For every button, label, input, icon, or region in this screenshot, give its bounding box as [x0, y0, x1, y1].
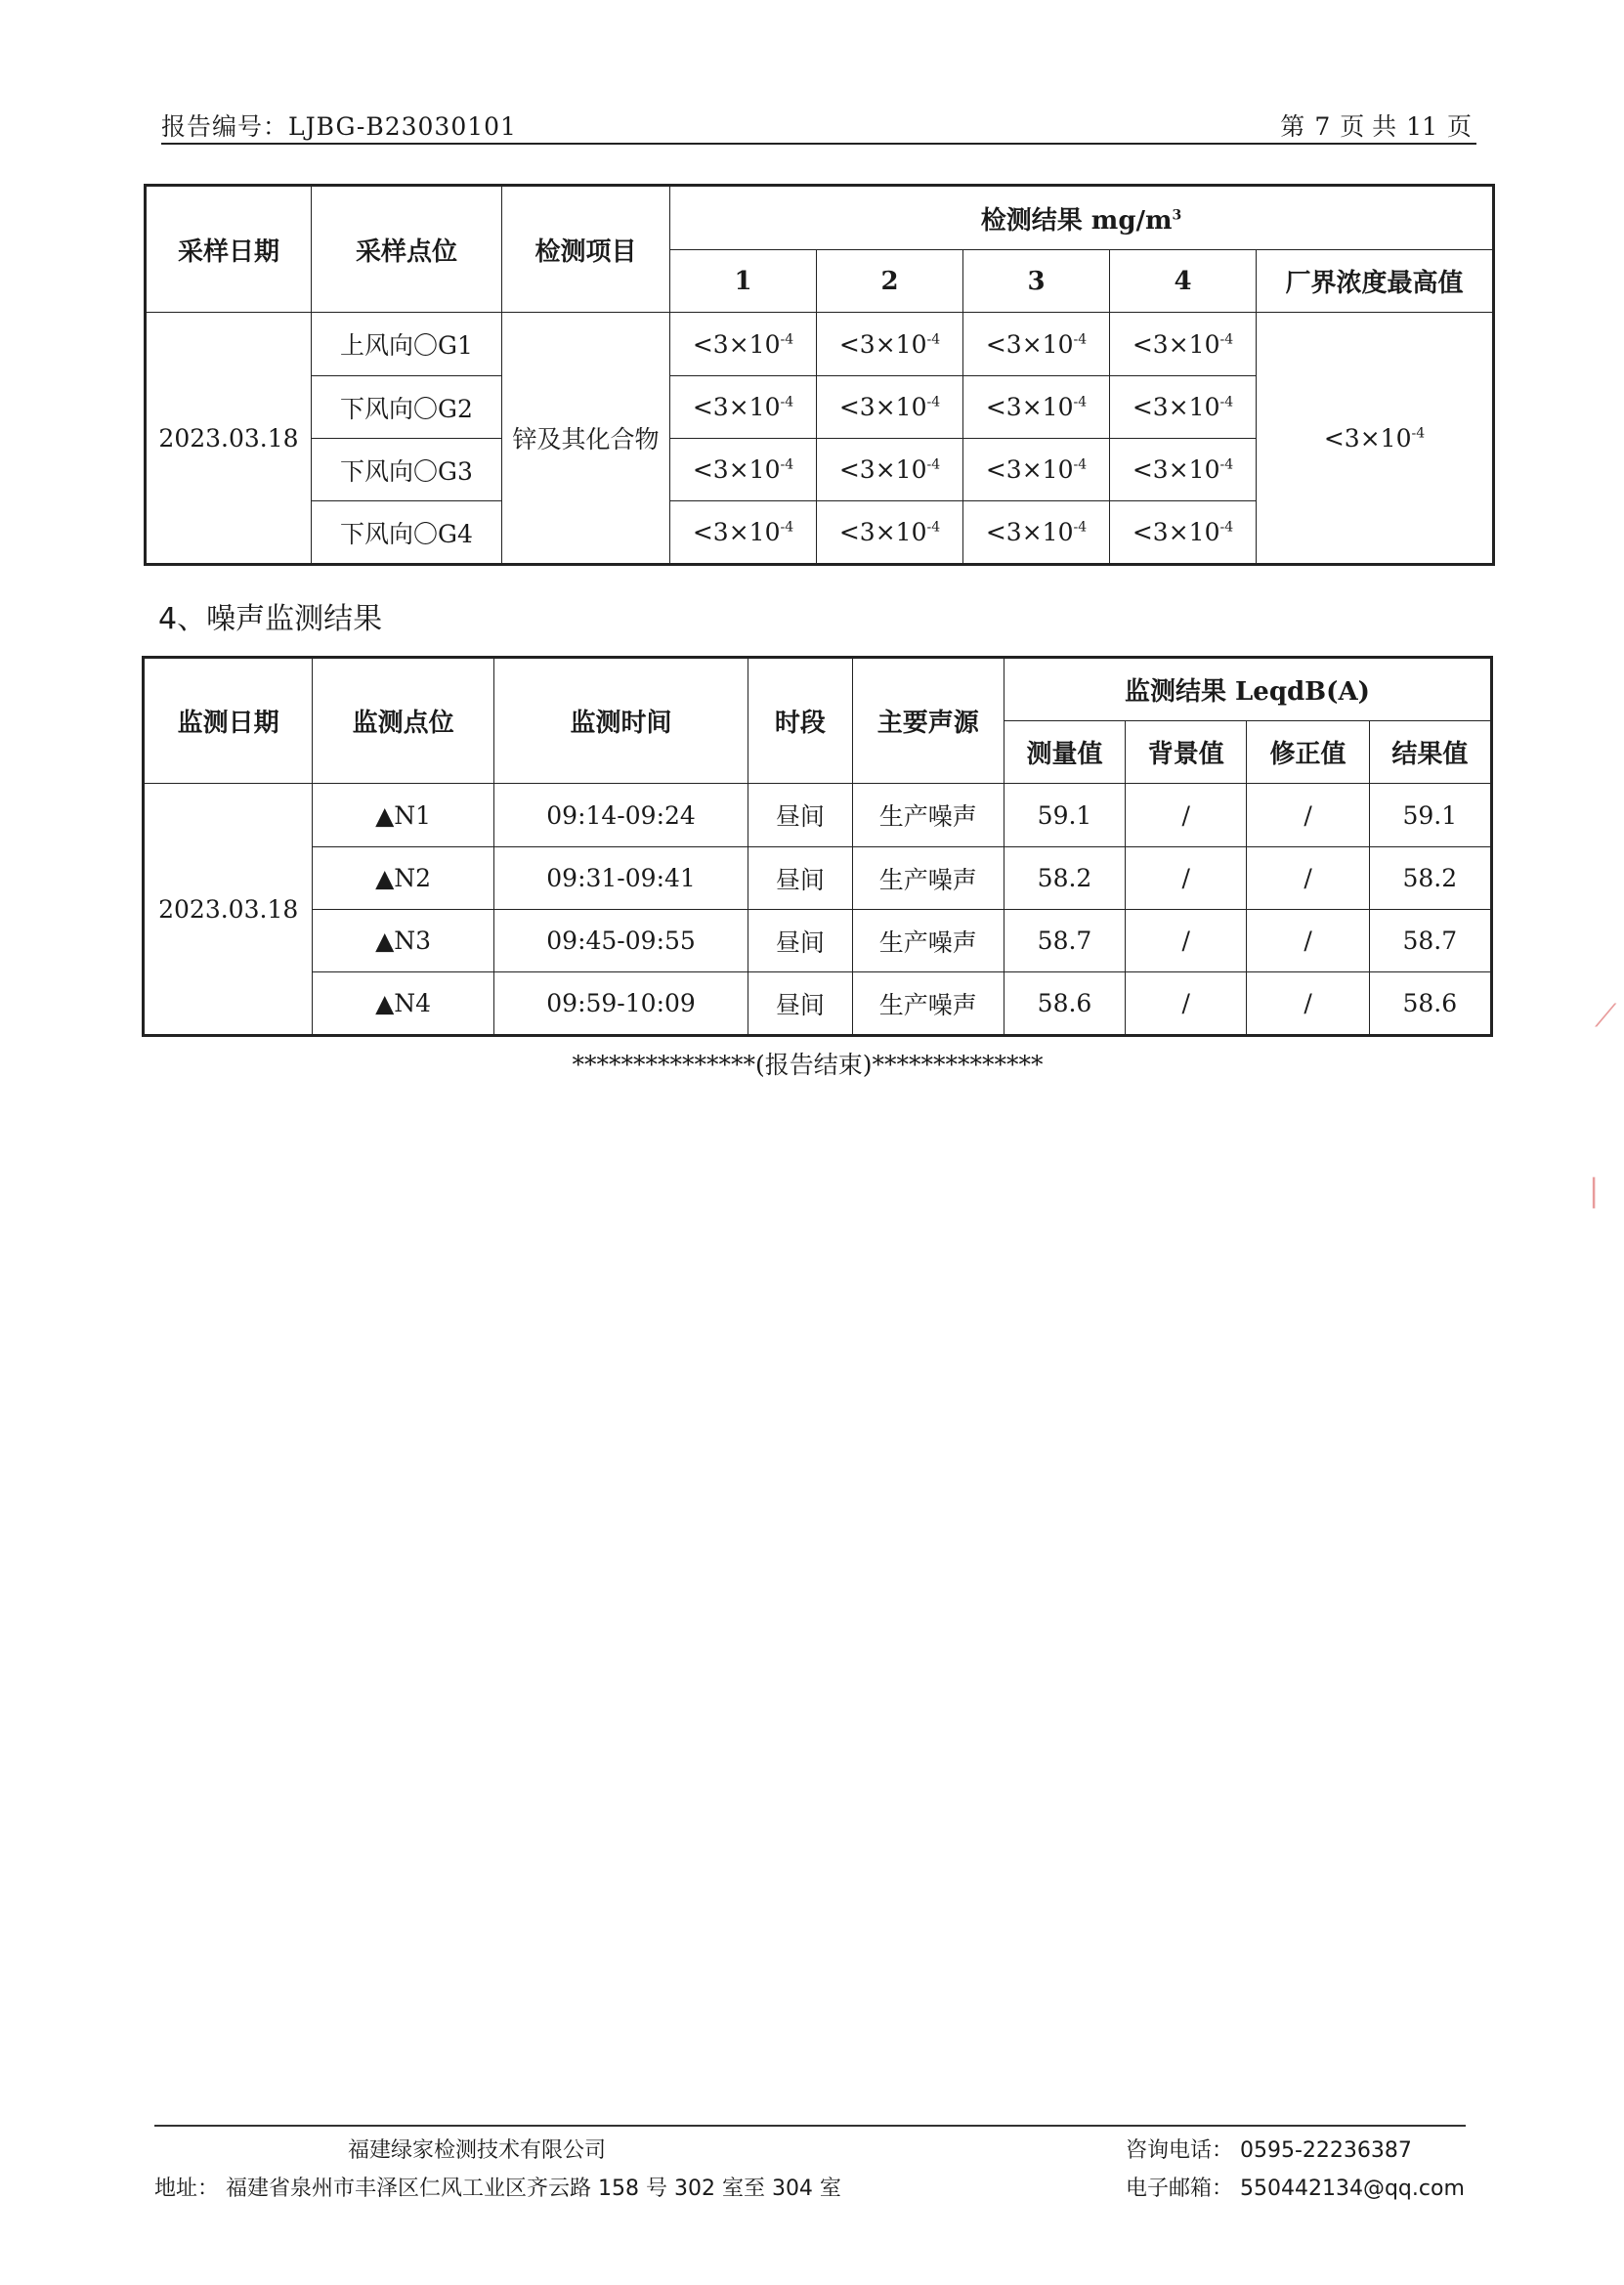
monitor-point: ▲N1 [313, 784, 493, 847]
header-monitor-date: 监测日期 [144, 658, 313, 784]
value-base: <3×10 [692, 393, 781, 421]
footer-divider [154, 2125, 1466, 2127]
monitor-point: ▲N2 [313, 847, 493, 910]
monitor-time: 09:31-09:41 [493, 847, 748, 910]
header-corrected: 修正值 [1247, 721, 1369, 784]
value-base: <3×10 [985, 329, 1074, 359]
measured-value: 58.2 [1004, 847, 1125, 910]
value-exp: -4 [926, 519, 941, 536]
report-end-marker: ***************(报告结束)************** [572, 1051, 1044, 1079]
header-result: 结果值 [1369, 721, 1491, 784]
result-value [670, 376, 817, 439]
value-base: <3×10 [692, 518, 781, 546]
main-source: 生产噪声 [852, 972, 1004, 1036]
period: 昼间 [748, 910, 852, 972]
sample-point: 下风向〇G3 [312, 439, 502, 501]
value-exp: -4 [1411, 425, 1426, 442]
header-measured: 测量值 [1004, 721, 1125, 784]
result-value [817, 376, 963, 439]
header-sample-point: 采样点位 [312, 186, 502, 313]
value-exp: -4 [1073, 519, 1088, 536]
page-mid: 页 共 [1340, 112, 1397, 141]
page-header [161, 108, 1476, 145]
value-exp: -4 [780, 456, 794, 473]
header-monitor-point: 监测点位 [313, 658, 493, 784]
header-period: 时段 [748, 658, 852, 784]
corrected-value: / [1247, 847, 1369, 910]
sample-point: 下风向〇G2 [312, 376, 502, 439]
table-row [144, 847, 1492, 910]
monitor-date: 2023.03.18 [144, 784, 313, 1036]
value-base: <3×10 [692, 329, 781, 359]
value-base: <3×10 [985, 393, 1074, 421]
sample-date: 2023.03.18 [146, 313, 312, 565]
value-exp: -4 [1073, 331, 1088, 348]
value-exp: -4 [780, 519, 794, 536]
noise-results-table [142, 656, 1493, 1037]
header-max-concentration: 厂界浓度最高值 [1257, 250, 1494, 313]
value-exp: -4 [1219, 394, 1234, 410]
sample-point: 下风向〇G4 [312, 501, 502, 565]
period: 昼间 [748, 847, 852, 910]
value-exp: -4 [926, 394, 941, 410]
table-row [144, 972, 1492, 1036]
footer-address: 地址： 福建省泉州市丰泽区仁风工业区齐云路 158 号 302 室至 304 室 [154, 2177, 841, 2201]
value-base: <3×10 [985, 455, 1074, 484]
header-noise-result-group: 监测结果 LeqdB(A) [1004, 658, 1491, 721]
report-number: 报告编号：LJBG-B23030101 [161, 112, 517, 141]
measured-value: 59.1 [1004, 784, 1125, 847]
corrected-value: / [1247, 910, 1369, 972]
test-item: 锌及其化合物 [502, 313, 670, 565]
header-col-2: 2 [817, 250, 963, 313]
main-source: 生产噪声 [852, 910, 1004, 972]
value-base: <3×10 [1132, 329, 1220, 359]
page-current: 7 [1314, 112, 1331, 141]
monitor-time: 09:59-10:09 [493, 972, 748, 1036]
sample-point: 上风向〇G1 [312, 313, 502, 376]
header-col-4: 4 [1110, 250, 1257, 313]
header-main-source: 主要声源 [852, 658, 1004, 784]
page-suffix: 页 [1446, 112, 1472, 141]
result-value [1110, 501, 1257, 565]
result-value [670, 439, 817, 501]
value-exp: -4 [1219, 519, 1234, 536]
monitor-time: 09:45-09:55 [493, 910, 748, 972]
period: 昼间 [748, 784, 852, 847]
page-prefix: 第 [1280, 112, 1305, 141]
value-exp: -4 [1073, 394, 1088, 410]
value-base: <3×10 [692, 455, 781, 484]
main-source: 生产噪声 [852, 847, 1004, 910]
result-value [963, 501, 1110, 565]
value-exp: -4 [1219, 331, 1234, 348]
value-exp: -4 [780, 331, 794, 348]
table-row [144, 784, 1492, 847]
period: 昼间 [748, 972, 852, 1036]
value-exp: -4 [926, 456, 941, 473]
value-exp: -4 [1073, 456, 1088, 473]
value-base: <3×10 [838, 393, 927, 421]
header-monitor-time: 监测时间 [493, 658, 748, 784]
footer-company: 福建绿家检测技术有限公司 [348, 2138, 607, 2163]
value-base: <3×10 [985, 518, 1074, 546]
value-exp: -4 [1219, 456, 1234, 473]
result-value [1110, 376, 1257, 439]
result-value: 58.2 [1369, 847, 1491, 910]
seal-fragment-mark: ⎸ [1593, 1173, 1624, 1210]
value-base: <3×10 [1323, 423, 1412, 453]
header-test-item: 检测项目 [502, 186, 670, 313]
result-value [817, 439, 963, 501]
page-number [1275, 108, 1476, 143]
footer-email: 电子邮箱： 550442134@qq.com [1126, 2177, 1465, 2201]
monitor-point: ▲N4 [313, 972, 493, 1036]
header-col-3: 3 [963, 250, 1110, 313]
value-base: <3×10 [838, 455, 927, 484]
background-value: / [1126, 784, 1247, 847]
page-total: 11 [1406, 112, 1437, 141]
section-title-noise: 4、噪声监测结果 [158, 602, 383, 636]
result-value: 58.6 [1369, 972, 1491, 1036]
measured-value: 58.6 [1004, 972, 1125, 1036]
table-row [146, 313, 1494, 376]
header-background: 背景值 [1126, 721, 1247, 784]
monitor-point: ▲N3 [313, 910, 493, 972]
result-value: 59.1 [1369, 784, 1491, 847]
value-base: <3×10 [1132, 393, 1220, 421]
background-value: / [1126, 972, 1247, 1036]
result-value [817, 501, 963, 565]
header-col-1: 1 [670, 250, 817, 313]
value-base: <3×10 [838, 329, 927, 359]
background-value: / [1126, 847, 1247, 910]
result-value [963, 439, 1110, 501]
footer-phone: 咨询电话： 0595-22236387 [1126, 2138, 1412, 2163]
unit-superscript: 3 [1172, 206, 1182, 223]
result-value: 58.7 [1369, 910, 1491, 972]
result-value [963, 376, 1110, 439]
background-value: / [1126, 910, 1247, 972]
value-exp: -4 [780, 394, 794, 410]
result-value [817, 313, 963, 376]
result-value [670, 313, 817, 376]
max-concentration [1257, 313, 1494, 565]
value-exp: -4 [926, 331, 941, 348]
value-base: <3×10 [1132, 518, 1220, 546]
value-base: <3×10 [1132, 455, 1220, 484]
result-value [963, 313, 1110, 376]
table-row [144, 910, 1492, 972]
corrected-value: / [1247, 784, 1369, 847]
header-result-label: 检测结果 mg/m [980, 205, 1173, 236]
zinc-results-table [144, 184, 1495, 566]
monitor-time: 09:14-09:24 [493, 784, 748, 847]
result-value [1110, 313, 1257, 376]
header-result-group [670, 186, 1494, 250]
main-source: 生产噪声 [852, 784, 1004, 847]
value-base: <3×10 [838, 518, 927, 546]
corrected-value: / [1247, 972, 1369, 1036]
seal-fragment-mark: ⟋ [1595, 997, 1617, 1034]
result-value [1110, 439, 1257, 501]
measured-value: 58.7 [1004, 910, 1125, 972]
header-sample-date: 采样日期 [146, 186, 312, 313]
result-value [670, 501, 817, 565]
